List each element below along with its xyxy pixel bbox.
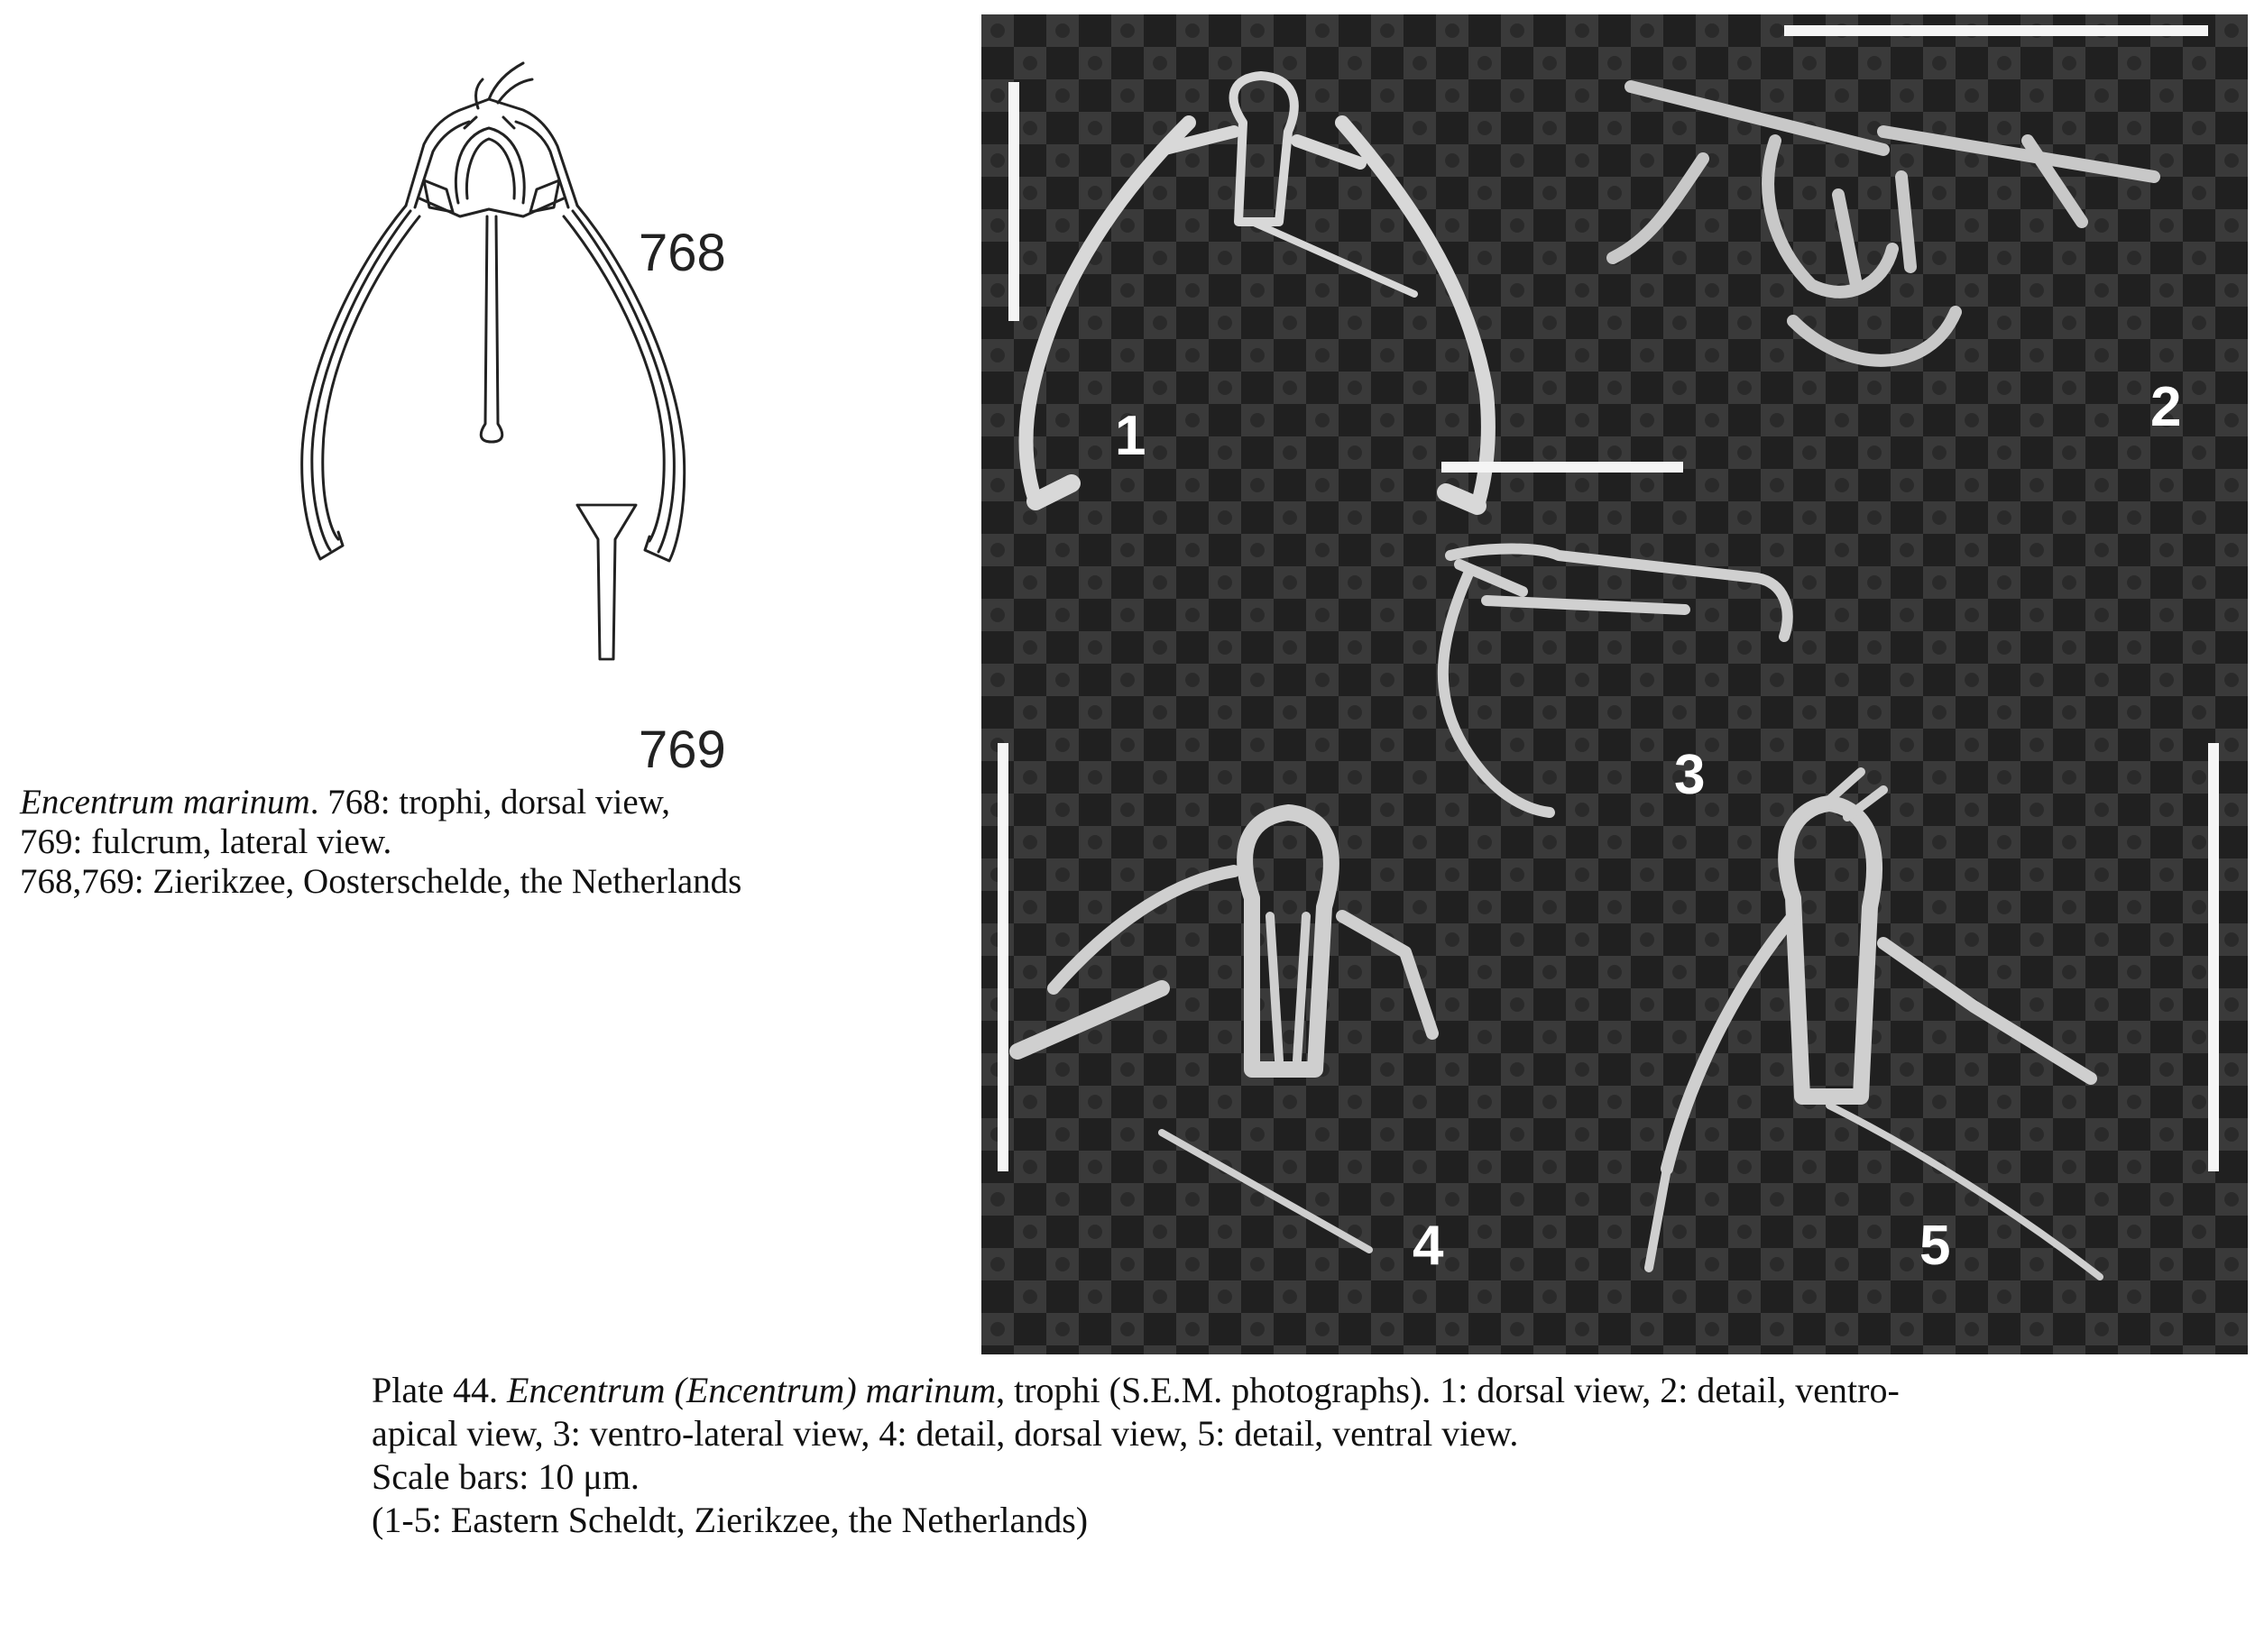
sem-photo-plate bbox=[981, 14, 2248, 1354]
panel-label-1: 1 bbox=[1115, 405, 1146, 467]
scale-bar-4 bbox=[998, 743, 1008, 1171]
panel-label-2: 2 bbox=[2150, 376, 2182, 438]
plate-caption-locality: (1-5: Eastern Scheldt, Zierikzee, the Netherlands) bbox=[372, 1500, 1089, 1540]
scale-bar-3 bbox=[1441, 462, 1683, 473]
species-name: Encentrum marinum bbox=[20, 783, 310, 821]
plate-label: Plate 44. bbox=[372, 1370, 498, 1410]
figure-768-label: 768 bbox=[639, 224, 726, 282]
scale-bar-5 bbox=[2208, 743, 2219, 1171]
caption-line-2: 769: fulcrum, lateral view. bbox=[20, 822, 392, 861]
panel-label-3: 3 bbox=[1674, 744, 1706, 806]
sem-photographs bbox=[981, 14, 2248, 1354]
trophi-line-drawing bbox=[253, 45, 830, 730]
figure-769-label: 769 bbox=[639, 720, 726, 779]
figure-caption-768-769 bbox=[20, 783, 994, 902]
plate-caption bbox=[372, 1369, 2248, 1542]
panel-label-4: 4 bbox=[1413, 1215, 1444, 1277]
scale-bar-1 bbox=[1008, 82, 1019, 321]
plate-species-name: Encentrum (Encentrum) marinum bbox=[506, 1370, 997, 1410]
plate-caption-scale: Scale bars: 10 μm. bbox=[372, 1456, 640, 1497]
scale-bar-2 bbox=[1784, 25, 2208, 36]
caption-line-1: Encentrum marinum. 768: trophi, dorsal view, bbox=[20, 783, 671, 821]
plate-caption-line-1: Plate 44. Encentrum (Encentrum) marinum, trophi (S.E.M. photographs). 1: dorsal view, 2: detail, ventro- bbox=[372, 1370, 1900, 1410]
panel-label-5: 5 bbox=[1919, 1215, 1951, 1277]
plate-caption-line-2: apical view, 3: ventro-lateral view, 4: detail, dorsal view, 5: detail, ventral view. bbox=[372, 1413, 1519, 1454]
caption-line-3: 768,769: Zierikzee, Oosterschelde, the Netherlands bbox=[20, 862, 742, 901]
